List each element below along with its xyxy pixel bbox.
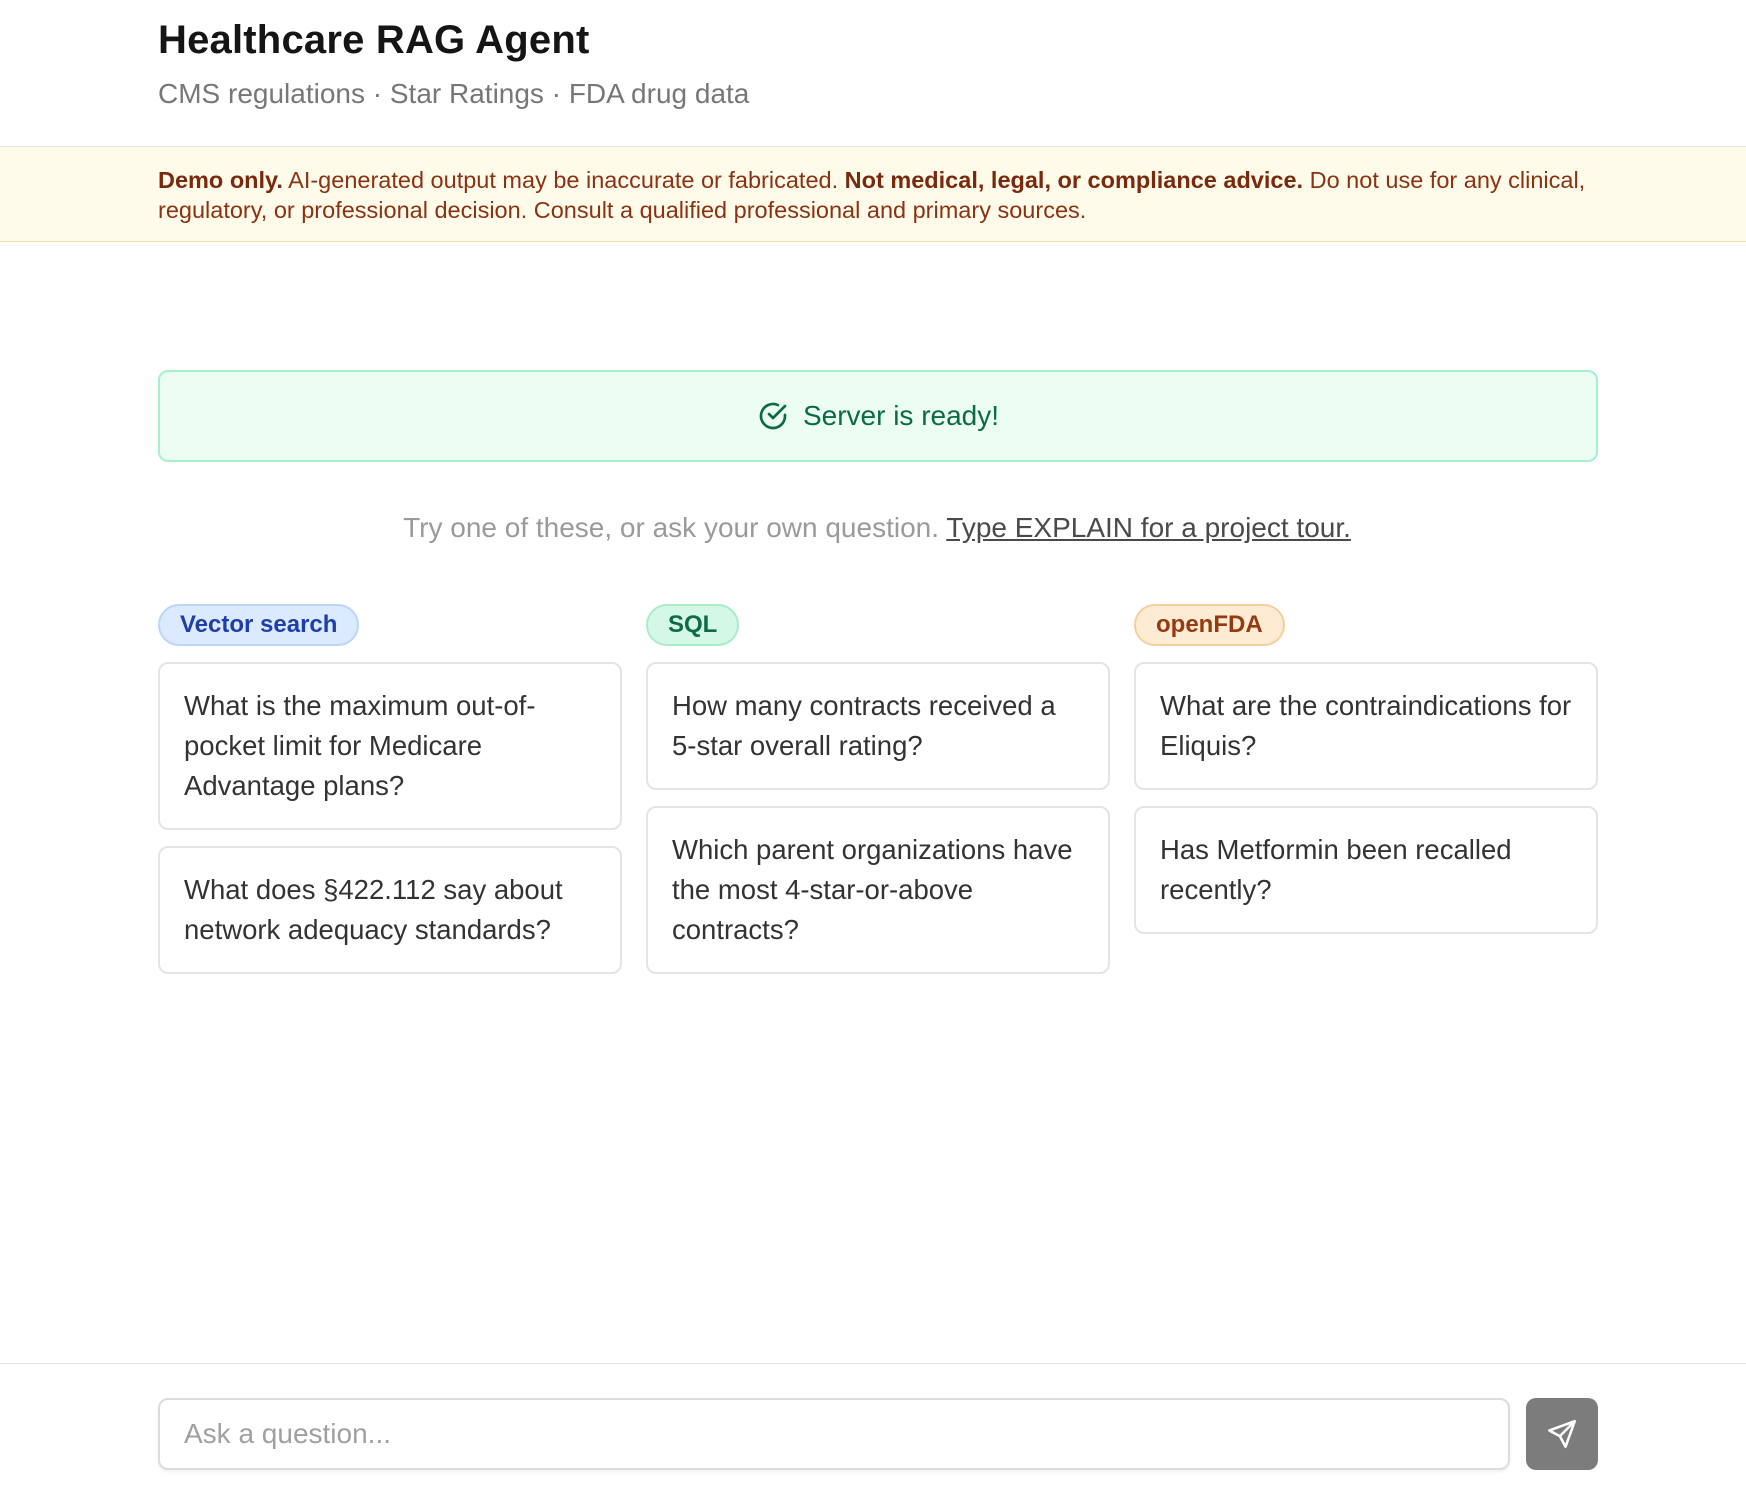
suggestion-hint [0, 512, 1746, 544]
tag-openfda: openFDA [1134, 604, 1285, 646]
disclaimer-body-1: AI-generated output may be inaccurate or fabricated. [282, 167, 845, 193]
question-input[interactable] [158, 1398, 1510, 1470]
send-icon [1545, 1417, 1579, 1451]
disclaimer-warning: Not medical, legal, or compliance advice. [844, 167, 1304, 193]
tag-sql: SQL [646, 604, 739, 646]
server-status-banner [158, 370, 1598, 462]
suggestion-card[interactable]: Which parent organizations have the most 4-star-or-above contracts? [646, 806, 1110, 974]
explain-tour-link[interactable]: Type EXPLAIN for a project tour. [946, 512, 1351, 543]
disclaimer-lead: Demo only. [158, 167, 283, 193]
hint-text: Try one of these, or ask your own question. [403, 512, 947, 543]
disclaimer-text [158, 165, 1598, 225]
tag-vector-search: Vector search [158, 604, 359, 646]
disclaimer-banner [0, 147, 1746, 242]
composer-bar [0, 1363, 1746, 1498]
header [0, 0, 1746, 147]
server-status-text: Server is ready! [802, 400, 1000, 431]
suggestion-card[interactable]: How many contracts received a 5-star overall rating? [646, 662, 1110, 790]
suggestion-card[interactable]: What is the maximum out-of-pocket limit for Medicare Advantage plans? [158, 662, 622, 830]
check-circle-icon [757, 400, 789, 432]
suggestion-card[interactable]: Has Metformin been recalled recently? [1134, 806, 1598, 934]
column-sql [646, 604, 1110, 974]
page-subtitle: CMS regulations · Star Ratings · FDA drug data [158, 78, 750, 109]
column-vector-search [158, 604, 622, 974]
page-title: Healthcare RAG Agent [158, 18, 590, 62]
disclaimer-body-2: Do not use for any clinical, regulatory, or professional decision. Consult a qualified professional and primary sources. [158, 167, 1586, 223]
send-button[interactable] [1526, 1398, 1598, 1470]
column-openfda [1134, 604, 1598, 934]
suggestion-card[interactable]: What does §422.112 say about network adequacy standards? [158, 846, 622, 974]
suggestion-card[interactable]: What are the contraindications for Eliquis? [1134, 662, 1598, 790]
